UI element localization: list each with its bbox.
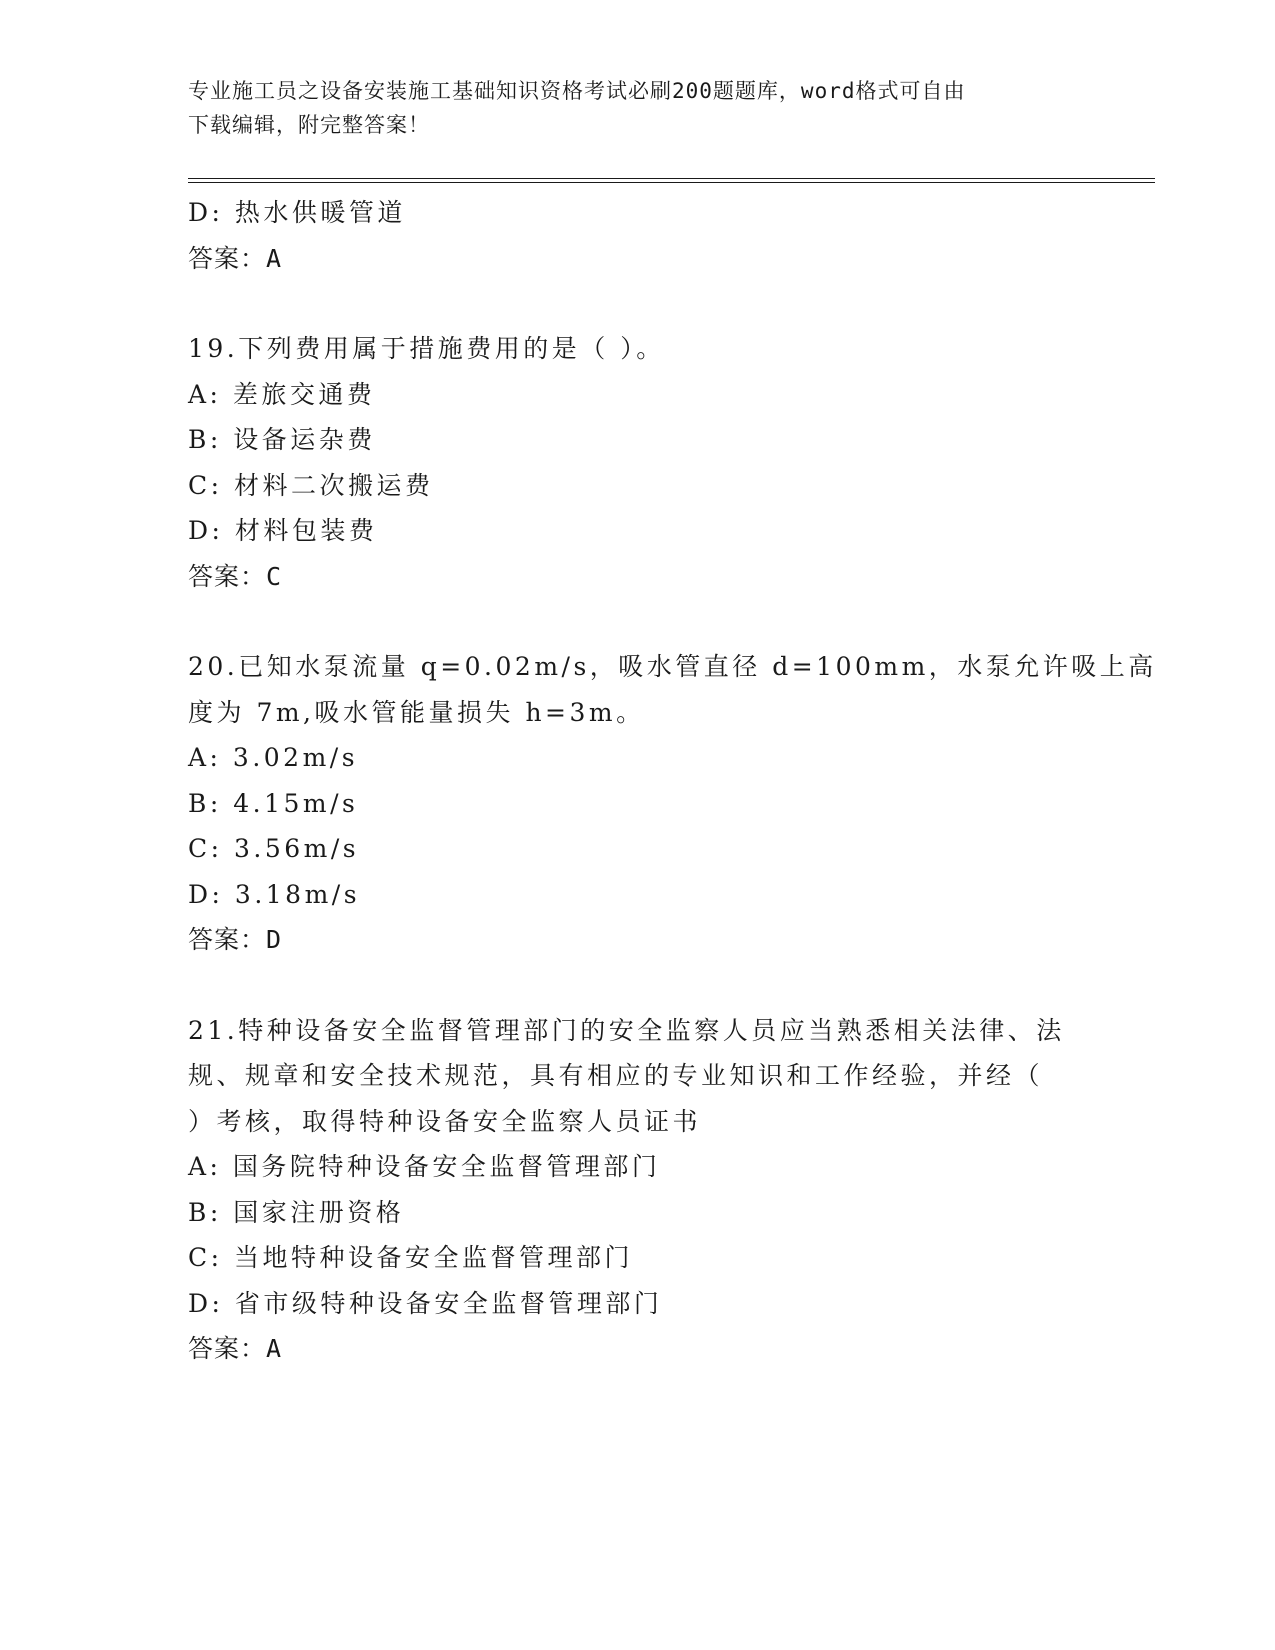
question-21: [188, 1008, 1088, 1372]
option-c: C: 当地特种设备安全监督管理部门: [188, 1243, 633, 1272]
option-b: B: 4.15m/s: [188, 788, 359, 818]
document-body: [188, 190, 1157, 1372]
question-stem-line-2: 规、规章和安全技术规范，具有相应的专业知识和工作经验，并经（: [188, 1061, 1044, 1090]
question-stem-line-2: 度为 7m,吸水管能量损失 h=3m。: [188, 697, 645, 727]
option-d: D: 热水供暖管道: [188, 198, 406, 227]
question-stem: 19.下列费用属于措施费用的是（ ）。: [188, 334, 665, 363]
question-stem-line-1: 20.已知水泵流量 q=0.02m/s，吸水管直径 d=100mm，水泵允许吸上高: [188, 652, 1157, 681]
option-a: A: 国务院特种设备安全监督管理部门: [188, 1152, 661, 1181]
document-header: [188, 74, 1068, 142]
question-stem-line-1: 21.特种设备安全监督管理部门的安全监察人员应当熟悉相关法律、法: [188, 1015, 1065, 1045]
option-d: D: 省市级特种设备安全监督管理部门: [188, 1288, 663, 1318]
question-stem-line-3: ）考核，取得特种设备安全监察人员证书: [188, 1106, 702, 1136]
spacer: [188, 281, 1088, 326]
option-b: B: 设备运杂费: [188, 425, 376, 454]
header-divider-top: [188, 178, 1155, 179]
spacer: [188, 963, 1088, 1008]
option-b: B: 国家注册资格: [188, 1197, 405, 1227]
option-c: C: 3.56m/s: [188, 834, 360, 863]
question-18-tail: [188, 190, 1088, 281]
option-d: D: 材料包装费: [188, 516, 378, 545]
option-a: A: 3.02m/s: [188, 743, 359, 772]
answer: 答案：C: [188, 561, 283, 591]
question-20: [188, 644, 1157, 963]
answer: 答案：A: [188, 243, 283, 273]
spacer: [188, 599, 1088, 644]
option-a: A: 差旅交通费: [188, 379, 376, 409]
header-line-2: 下载编辑，附完整答案！: [188, 113, 430, 137]
question-19: [188, 326, 1088, 599]
option-d: D: 3.18m/s: [188, 879, 361, 909]
header-line-1: 专业施工员之设备安装施工基础知识资格考试必刷200题题库，word格式可自由: [188, 79, 966, 103]
answer: 答案：A: [188, 1334, 283, 1363]
header-divider-bottom: [188, 182, 1155, 183]
answer: 答案：D: [188, 925, 283, 954]
option-c: C: 材料二次搬运费: [188, 470, 434, 500]
